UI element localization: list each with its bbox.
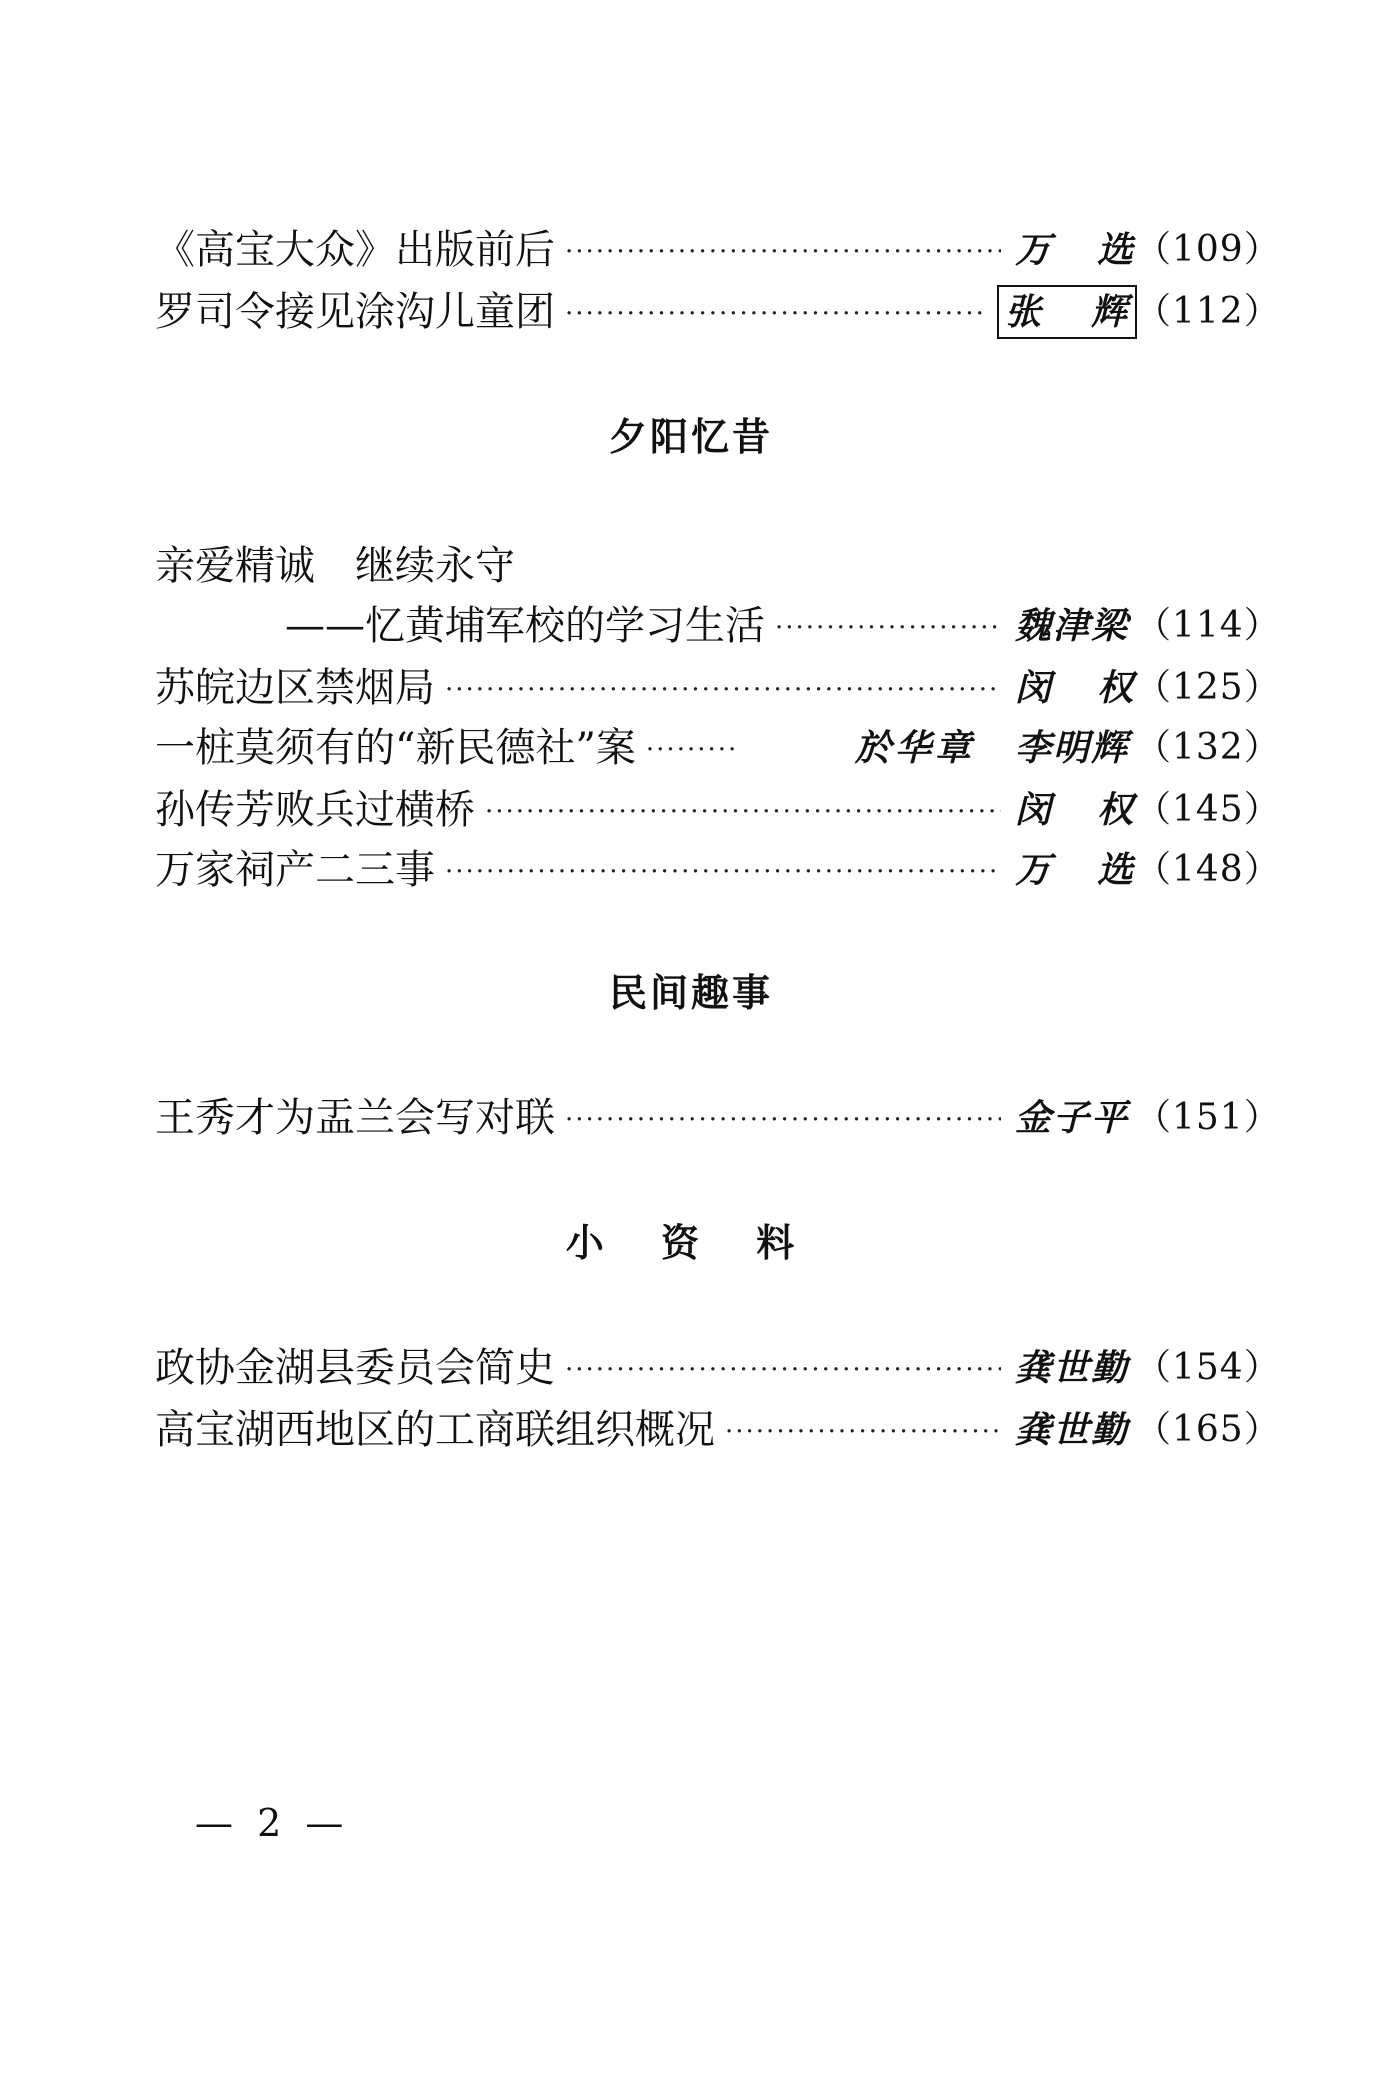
toc-entry: [155, 842, 1281, 898]
toc-entry: [155, 660, 1281, 716]
section-heading: 民间趣事: [608, 971, 773, 1015]
entry-title: 孙传芳败兵过横桥: [155, 787, 475, 833]
entry-author: 魏津梁: [1015, 605, 1130, 647]
dot-leader: [485, 782, 1001, 838]
entry-author: 闵 权: [1015, 667, 1135, 709]
entry-author: 闵 权: [1015, 789, 1135, 831]
entry-author: 李明辉: [1015, 727, 1130, 769]
toc-entry: [155, 782, 1281, 838]
entry-page-number: （109）: [1135, 229, 1281, 270]
entry-title: 一桩莫须有的“新民德社”案: [155, 725, 636, 771]
dot-leader: [445, 842, 1001, 898]
entry-page-number: （114）: [1135, 605, 1281, 646]
dot-leader: [565, 284, 983, 340]
dot-leader: [565, 1340, 1001, 1396]
entry-subtitle: ——忆黄埔军校的学习生活: [285, 603, 765, 649]
entry-coauthor: 於华章: [854, 727, 975, 769]
entry-page-number: （154）: [1135, 1347, 1281, 1388]
entry-author: 万 选: [1015, 229, 1135, 271]
entry-title: 高宝湖西地区的工商联组织概况: [155, 1407, 715, 1453]
dot-leader: [565, 222, 1001, 278]
toc-entry: [155, 222, 1281, 278]
entry-title: 政协金湖县委员会简史: [155, 1345, 555, 1391]
entry-page-number: （151）: [1135, 1097, 1281, 1138]
entry-page-number: （112）: [1135, 291, 1281, 332]
section-heading: 夕阳忆昔: [608, 415, 773, 459]
toc-entry-subtitle: [155, 598, 1281, 654]
entry-author: 龚世勤: [1015, 1347, 1130, 1389]
entry-author: 金子平: [1015, 1097, 1130, 1139]
toc-entry: [155, 1340, 1281, 1396]
toc-entry-main-title: [155, 538, 1245, 594]
entry-page-number: （132）: [1135, 727, 1281, 768]
entry-author: 龚世勤: [1015, 1409, 1130, 1451]
entry-title: 苏皖边区禁烟局: [155, 665, 435, 711]
toc-entry: [155, 720, 1281, 776]
entry-title: 罗司令接见涂沟儿童团: [155, 289, 555, 335]
dot-leader: [725, 1402, 1001, 1458]
toc-entry: [155, 284, 1281, 340]
entry-author: 万 选: [1015, 849, 1135, 891]
entry-page-number: （125）: [1135, 667, 1281, 708]
dot-leader: [565, 1090, 1001, 1146]
dot-leader: [775, 598, 1001, 654]
entry-title: 王秀才为盂兰会写对联: [155, 1095, 555, 1141]
entry-title: 《高宝大众》出版前后: [155, 227, 555, 273]
dot-leader: [445, 660, 1001, 716]
section-heading: 小 资 料: [565, 1221, 817, 1265]
entry-author-boxed: 张 辉: [997, 285, 1137, 339]
toc-entry: [155, 1402, 1281, 1458]
entry-title: 万家祠产二三事: [155, 847, 435, 893]
entry-page-number: （145）: [1135, 789, 1281, 830]
entry-page-number: （165）: [1135, 1409, 1281, 1450]
entry-title: 亲爱精诚 继续永守: [155, 543, 515, 589]
page-number-footer: — 2 —: [195, 1801, 350, 1845]
entry-page-number: （148）: [1135, 849, 1281, 890]
dot-leader: [646, 720, 736, 776]
toc-entry: [155, 1090, 1281, 1146]
